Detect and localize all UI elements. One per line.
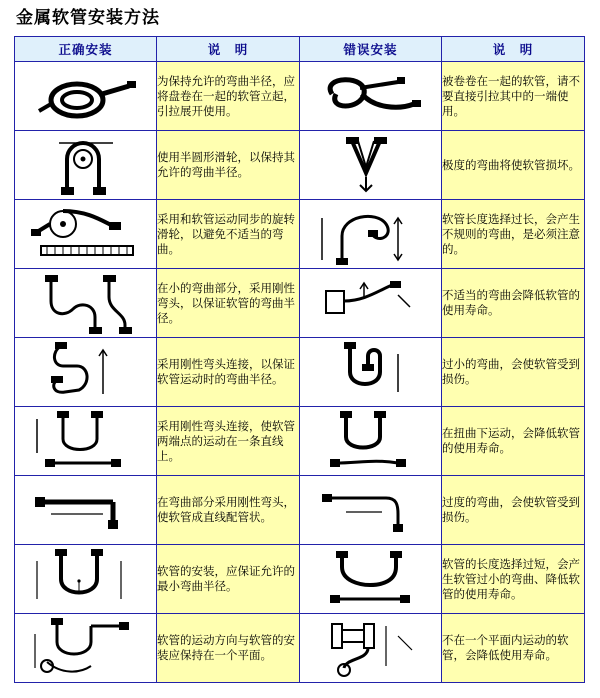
too-small-bend-radius-loop-figure bbox=[302, 340, 440, 404]
figure-cell-correct bbox=[15, 407, 157, 476]
description-correct: 在小的弯曲部分，采用刚性弯头，以保证软管的弯曲半径。 bbox=[157, 269, 300, 338]
description-wrong: 被卷卷在一起的软管，请不要直接引拉其中的一端使用。 bbox=[442, 62, 585, 131]
figure-cell-wrong bbox=[300, 269, 442, 338]
motion-out-of-plane-figure bbox=[302, 616, 440, 680]
figure-cell-wrong bbox=[300, 476, 442, 545]
column-header-wrong-install: 错误安装 bbox=[300, 37, 442, 62]
description-wrong: 在扭曲下运动，会降低软管的使用寿命。 bbox=[442, 407, 585, 476]
description-correct: 采用刚性弯头连接，使软管两端点的运动在一条直线上。 bbox=[157, 407, 300, 476]
description-correct: 采用刚性弯头连接，以保证软管运动时的弯曲半径。 bbox=[157, 338, 300, 407]
figure-cell-correct bbox=[15, 338, 157, 407]
figure-cell-correct bbox=[15, 476, 157, 545]
figure-cell-wrong bbox=[300, 200, 442, 269]
description-wrong: 不在一个平面内运动的软管，会降低使用寿命。 bbox=[442, 614, 585, 683]
figure-cell-correct bbox=[15, 614, 157, 683]
figure-cell-correct bbox=[15, 200, 157, 269]
figure-cell-correct bbox=[15, 269, 157, 338]
twisted-hose-u-shape-figure bbox=[302, 409, 440, 473]
table-row bbox=[15, 200, 585, 269]
description-wrong: 不适当的弯曲会降低软管的使用寿命。 bbox=[442, 269, 585, 338]
description-wrong: 过小的弯曲，会使软管受到损伤。 bbox=[442, 338, 585, 407]
table-row bbox=[15, 476, 585, 545]
figure-cell-wrong bbox=[300, 545, 442, 614]
column-header-wrong-desc: 说 明 bbox=[442, 37, 585, 62]
table-header-row bbox=[15, 37, 585, 62]
rigid-elbow-at-small-bend-figure bbox=[17, 271, 155, 335]
description-wrong: 软管的长度选择过短，会产生软管过小的弯曲、降低软管的使用寿命。 bbox=[442, 545, 585, 614]
table-row bbox=[15, 407, 585, 476]
figure-cell-correct bbox=[15, 131, 157, 200]
coiled-hose-standing-upright-figure bbox=[17, 64, 155, 128]
description-correct: 为保持允许的弯曲半径，应将盘卷在一起的软管立起，引拉展开使用。 bbox=[157, 62, 300, 131]
figure-cell-wrong bbox=[300, 407, 442, 476]
description-correct: 采用和软管运动同步的旋转滑轮，以避免不适当的弯曲。 bbox=[157, 200, 300, 269]
over-long-hose-flat-loop-figure bbox=[302, 547, 440, 611]
description-wrong: 软管长度选择过长，会产生不规则的弯曲，是必须注意的。 bbox=[442, 200, 585, 269]
rigid-elbows-both-ends-straight-line-figure bbox=[17, 409, 155, 473]
figure-cell-wrong bbox=[300, 131, 442, 200]
description-correct: 使用半圆形滑轮，以保持其允许的弯曲半径。 bbox=[157, 131, 300, 200]
minimum-bend-radius-u-hose-figure bbox=[17, 547, 155, 611]
figure-cell-wrong bbox=[300, 62, 442, 131]
description-wrong: 极度的弯曲将使软管损坏。 bbox=[442, 131, 585, 200]
over-long-hose-irregular-bend-figure bbox=[302, 202, 440, 266]
description-correct: 软管的运动方向与软管的安装应保持在一个平面。 bbox=[157, 614, 300, 683]
figure-cell-wrong bbox=[300, 614, 442, 683]
table-row bbox=[15, 545, 585, 614]
figure-cell-correct bbox=[15, 62, 157, 131]
description-wrong: 过度的弯曲，会使软管受到损伤。 bbox=[442, 476, 585, 545]
coiled-hose-pulled-one-end-figure bbox=[302, 64, 440, 128]
table-row bbox=[15, 614, 585, 683]
table-row bbox=[15, 62, 585, 131]
excessive-bend-right-angle-figure bbox=[302, 478, 440, 542]
column-header-correct-desc: 说 明 bbox=[157, 37, 300, 62]
figure-cell-correct bbox=[15, 545, 157, 614]
description-correct: 软管的安装，应保证允许的最小弯曲半径。 bbox=[157, 545, 300, 614]
page-title: 金属软管安装方法 bbox=[16, 8, 160, 28]
table-row bbox=[15, 338, 585, 407]
hose-installation-table bbox=[14, 36, 585, 683]
rigid-elbow-connection-u-loop-figure bbox=[17, 340, 155, 404]
semicircular-sheave-guide-figure bbox=[17, 133, 155, 197]
elbow-at-bend-straight-piping-figure bbox=[17, 478, 155, 542]
figure-cell-wrong bbox=[300, 338, 442, 407]
column-header-correct-install: 正确安装 bbox=[15, 37, 157, 62]
description-correct: 在弯曲部分采用刚性弯头，使软管成直线配管状。 bbox=[157, 476, 300, 545]
motion-same-plane-as-install-figure bbox=[17, 616, 155, 680]
table-row bbox=[15, 131, 585, 200]
sharp-v-bend-hose-figure bbox=[302, 133, 440, 197]
rotating-sheave-with-chain-figure bbox=[17, 202, 155, 266]
table-row bbox=[15, 269, 585, 338]
improper-bend-at-fitting-figure bbox=[302, 271, 440, 335]
